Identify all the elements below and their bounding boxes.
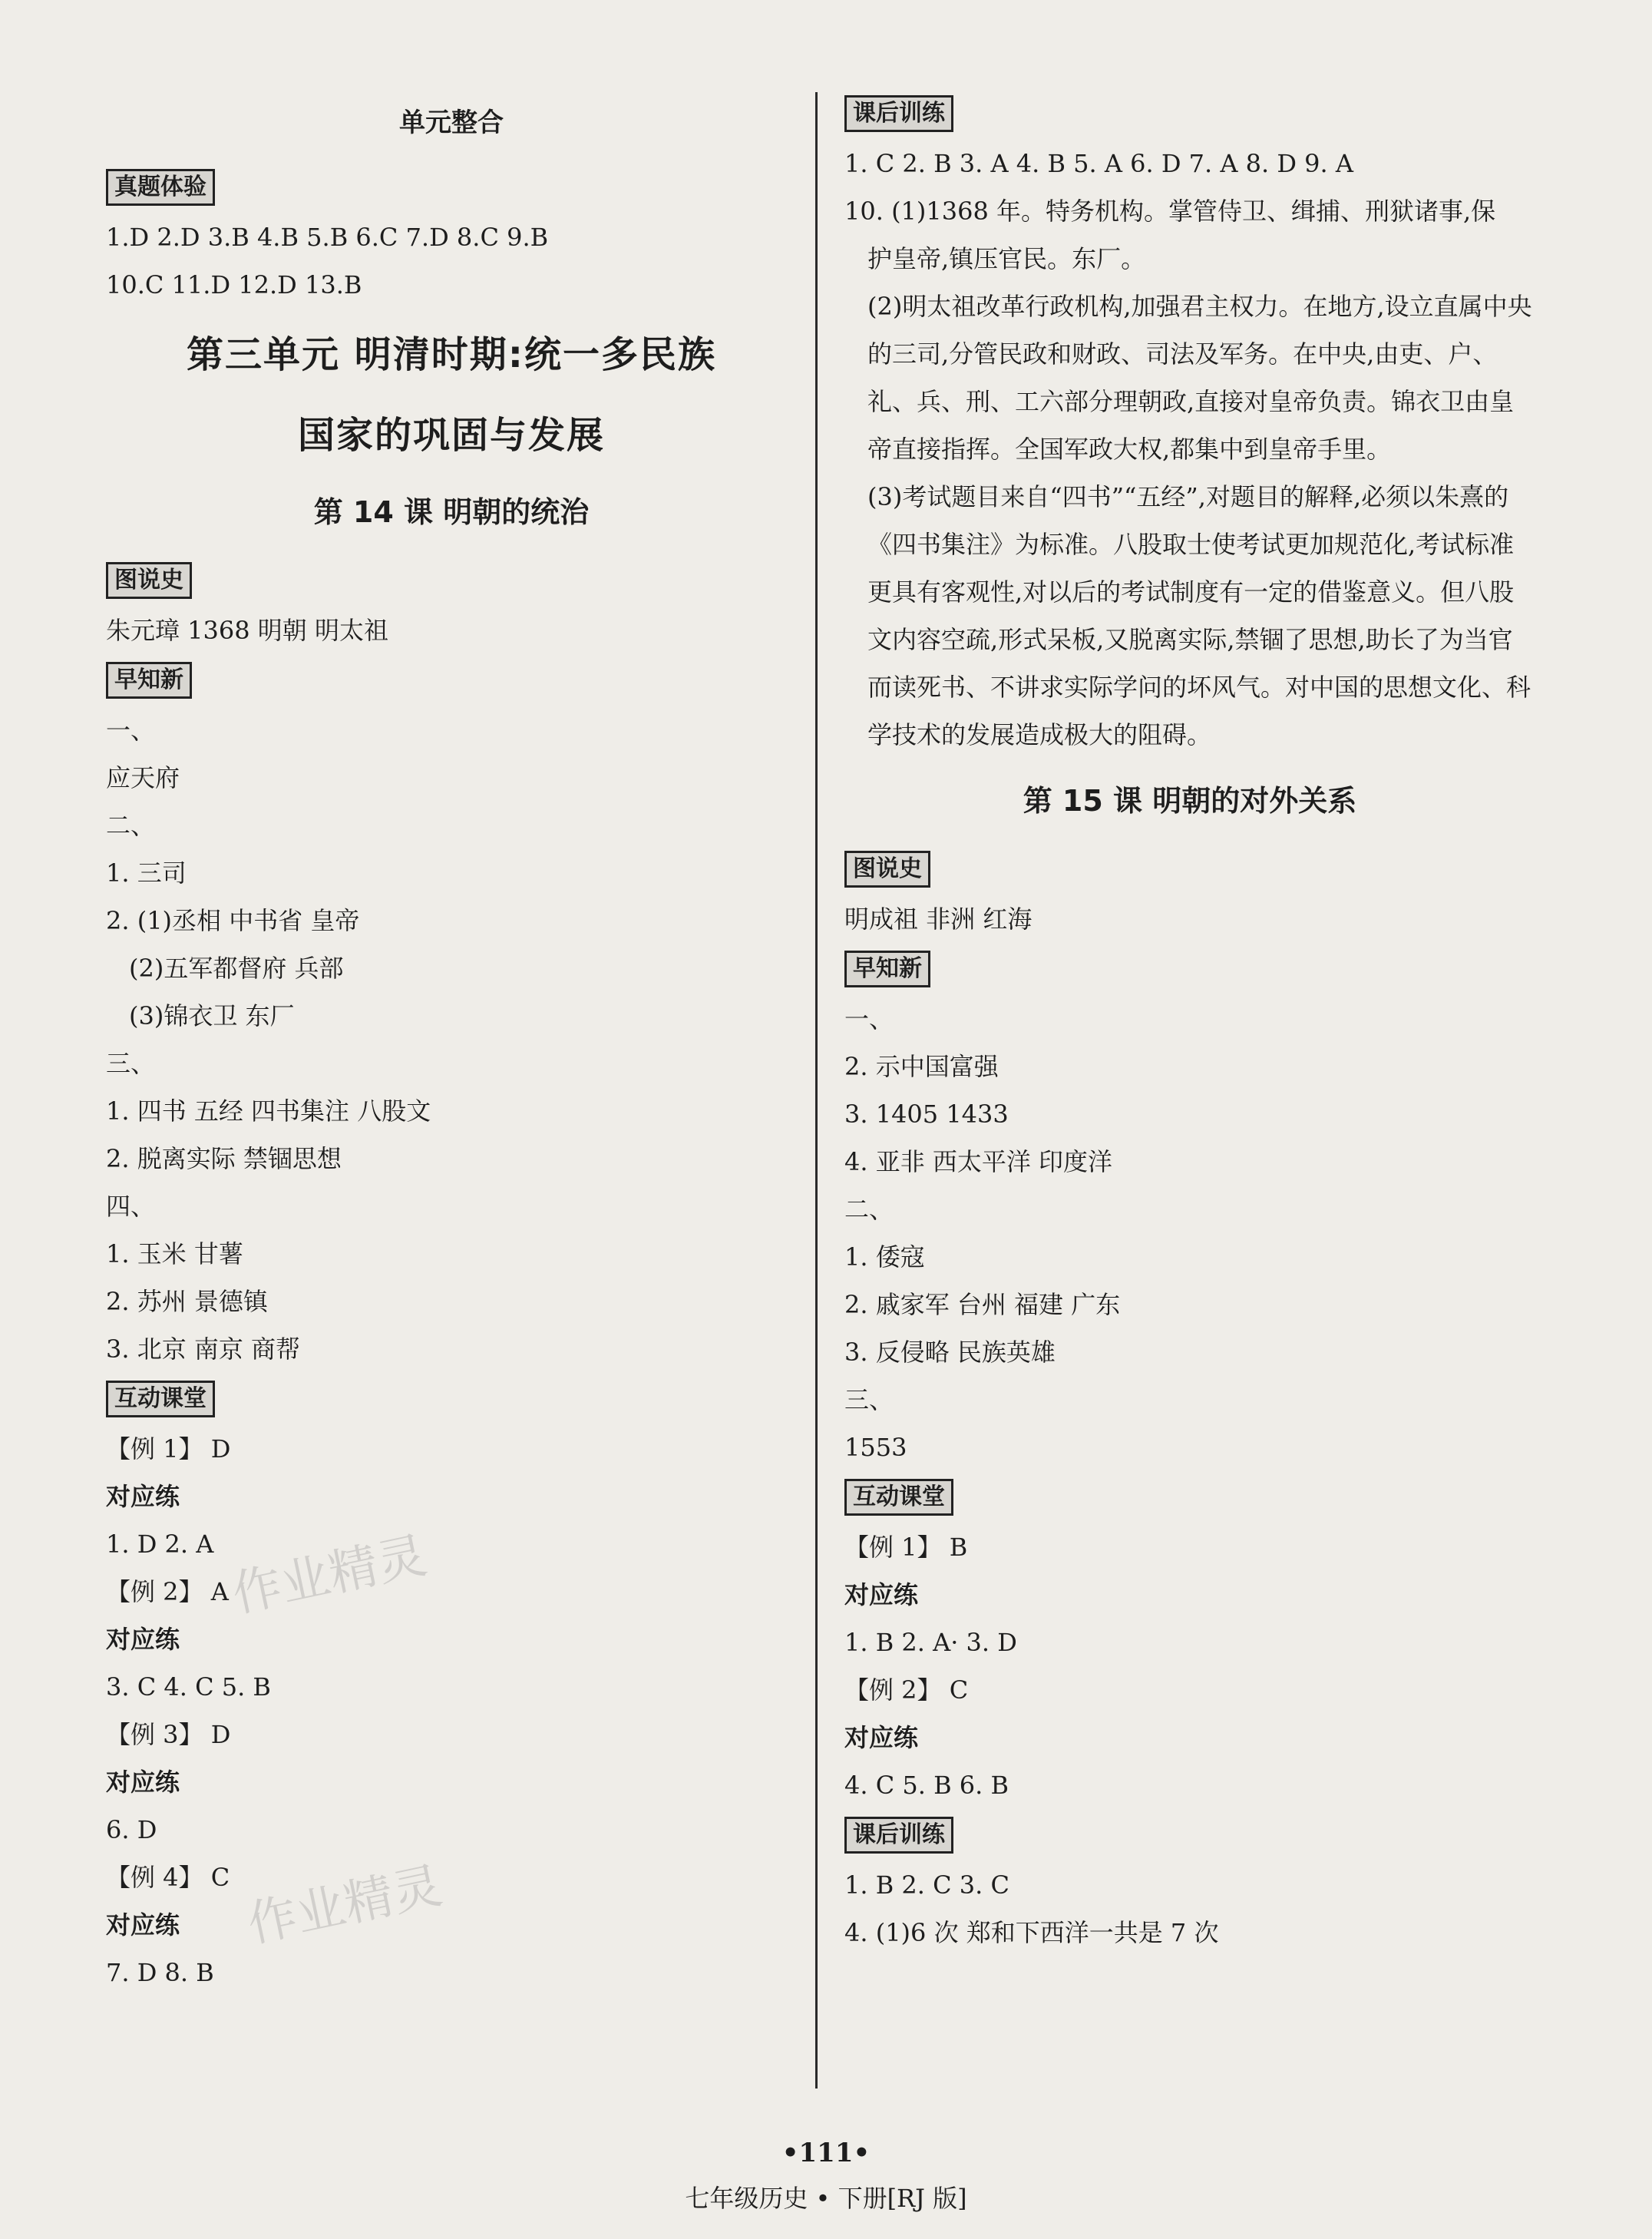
tag-zaozhi-2: 早知新	[844, 951, 930, 987]
section-3-item-2: 2. 脱离实际 禁锢思想	[106, 1144, 342, 1173]
tushuo-answer: 朱元璋 1368 明朝 明太祖	[106, 616, 388, 645]
section-1-answer: 应天府	[106, 763, 180, 792]
kehou-answers-1: 1. C 2. B 3. A 4. B 5. A 6. D 7. A 8. D 9. A	[844, 149, 1353, 178]
r-section-2-item-2: 2. 戚家军 台州 福建 广东	[844, 1290, 1121, 1319]
lesson14-title: 第 14 课 明朝的统治	[313, 495, 590, 529]
example-1: 【例 1】 D	[106, 1434, 231, 1463]
tag-kehou-2: 课后训练	[844, 1817, 953, 1854]
tag-kehou: 课后训练	[844, 95, 953, 132]
kehou2-answers-2: 4. (1)6 次 郑和下西洋一共是 7 次	[844, 1918, 1219, 1947]
example-2: 【例 2】 A	[106, 1577, 229, 1606]
section-2-label: 二、	[106, 811, 156, 840]
r-practice-answers-1: 1. B 2. A· 3. D	[844, 1628, 1017, 1657]
r-section-2-label: 二、	[844, 1195, 894, 1224]
q10-part-3: (3)考试题目来自“四书”“五经”,对题目的解释,必须以朱熹的《四书集注》为标准。八股取士使考试更加规范化,考试标准更具有客观性,对以后的考试制度有一定的借鉴意义。但八股文内容空疏,形式呆板,又脱离实际,禁锢了思想,助长了为当官而读死书、不讲求实际学问的坏风气。对中国的思想文化、科学技术的发展造成极大的阻碍。	[867, 482, 1531, 749]
watermark-1: 作业精灵	[227, 1527, 432, 1624]
tag-hudong: 互动课堂	[106, 1381, 215, 1417]
section-4-item-1: 1. 玉米 甘薯	[106, 1239, 243, 1268]
unit-review-title: 单元整合	[399, 107, 504, 138]
practice-answers-2: 3. C 4. C 5. B	[106, 1672, 271, 1702]
q10-part-2: (2)明太祖改革行政机构,加强君主权力。在地方,设立直属中央的三司,分管民政和财政、司法及军务。在中央,由吏、户、礼、兵、刑、工六部分理朝政,直接对皇帝负责。锦衣卫由皇帝直接指挥。全国军政大权,都集中到皇帝手里。	[867, 292, 1532, 464]
chapter-title-line1: 第三单元 明清时期:统一多民族	[187, 333, 716, 376]
practice-label-4: 对应练	[106, 1910, 180, 1940]
practice-answers-4: 7. D 8. B	[106, 1958, 214, 1987]
zhenti-answers-2: 10.C 11.D 12.D 13.B	[106, 270, 362, 299]
q10-line-1: 10. (1)1368 年。特务机构。掌管侍卫、缉捕、刑狱诸事,保	[844, 197, 1496, 226]
section-3-item-1: 1. 四书 五经 四书集注 八股文	[106, 1096, 431, 1126]
r-practice-label-2: 对应练	[844, 1723, 919, 1752]
section-2-item-3: (2)五军都督府 兵部	[129, 954, 344, 983]
example-4: 【例 4】 C	[106, 1863, 230, 1892]
watermark-2: 作业精灵	[243, 1857, 448, 1954]
section-4-label: 四、	[106, 1192, 156, 1221]
r-example-2: 【例 2】 C	[844, 1675, 969, 1705]
tushuo-answer-2: 明成祖 非洲 红海	[844, 905, 1032, 934]
column-divider	[815, 92, 818, 2089]
section-1-label: 一、	[106, 716, 156, 745]
tag-tushuo: 图说史	[106, 562, 192, 599]
q10-line-2: 护皇帝,镇压官民。东厂。	[867, 244, 1146, 273]
section-2-item-4: (3)锦衣卫 东厂	[129, 1001, 295, 1030]
section-4-item-3: 3. 北京 南京 商帮	[106, 1334, 301, 1364]
chapter-title-line2: 国家的巩固与发展	[297, 414, 605, 457]
practice-label-3: 对应练	[106, 1768, 180, 1797]
r-example-1: 【例 1】 B	[844, 1533, 968, 1562]
section-3-label: 三、	[106, 1049, 156, 1078]
r-section-3-answer: 1553	[844, 1433, 907, 1462]
practice-answers-3: 6. D	[106, 1815, 157, 1844]
r-section-3-label: 三、	[844, 1385, 894, 1414]
r-section-1-label: 一、	[844, 1004, 894, 1034]
kehou2-answers-1: 1. B 2. C 3. C	[844, 1870, 1009, 1900]
practice-label-2: 对应练	[106, 1625, 180, 1654]
r-section-1-item-4: 4. 亚非 西太平洋 印度洋	[844, 1147, 1113, 1176]
section-2-item-1: 1. 三司	[106, 858, 187, 888]
zhenti-answers-1: 1.D 2.D 3.B 4.B 5.B 6.C 7.D 8.C 9.B	[106, 223, 549, 252]
tag-hudong-2: 互动课堂	[844, 1479, 953, 1516]
tag-tushuo-2: 图说史	[844, 851, 930, 888]
practice-label-1: 对应练	[106, 1482, 180, 1511]
section-4-item-2: 2. 苏州 景德镇	[106, 1287, 268, 1316]
tag-zhenti: 真题体验	[106, 169, 215, 206]
lesson15-title: 第 15 课 明朝的对外关系	[1023, 784, 1357, 818]
right-column	[844, 84, 1535, 1956]
book-info: 七年级历史 • 下册[RJ 版]	[685, 2184, 967, 2213]
r-section-1-item-3: 3. 1405 1433	[844, 1100, 1009, 1129]
r-section-1-item-2: 2. 示中国富强	[844, 1052, 999, 1081]
left-column	[106, 84, 797, 1996]
r-practice-answers-2: 4. C 5. B 6. B	[844, 1771, 1009, 1800]
practice-answers-1: 1. D 2. A	[106, 1530, 214, 1559]
tag-zaozhi: 早知新	[106, 662, 192, 699]
r-section-2-item-1: 1. 倭寇	[844, 1242, 925, 1272]
r-practice-label-1: 对应练	[844, 1580, 919, 1609]
section-2-item-2: 2. (1)丞相 中书省 皇帝	[106, 906, 360, 935]
example-3: 【例 3】 D	[106, 1720, 231, 1749]
r-section-2-item-3: 3. 反侵略 民族英雄	[844, 1338, 1056, 1367]
page-number: •111•	[781, 2138, 871, 2168]
